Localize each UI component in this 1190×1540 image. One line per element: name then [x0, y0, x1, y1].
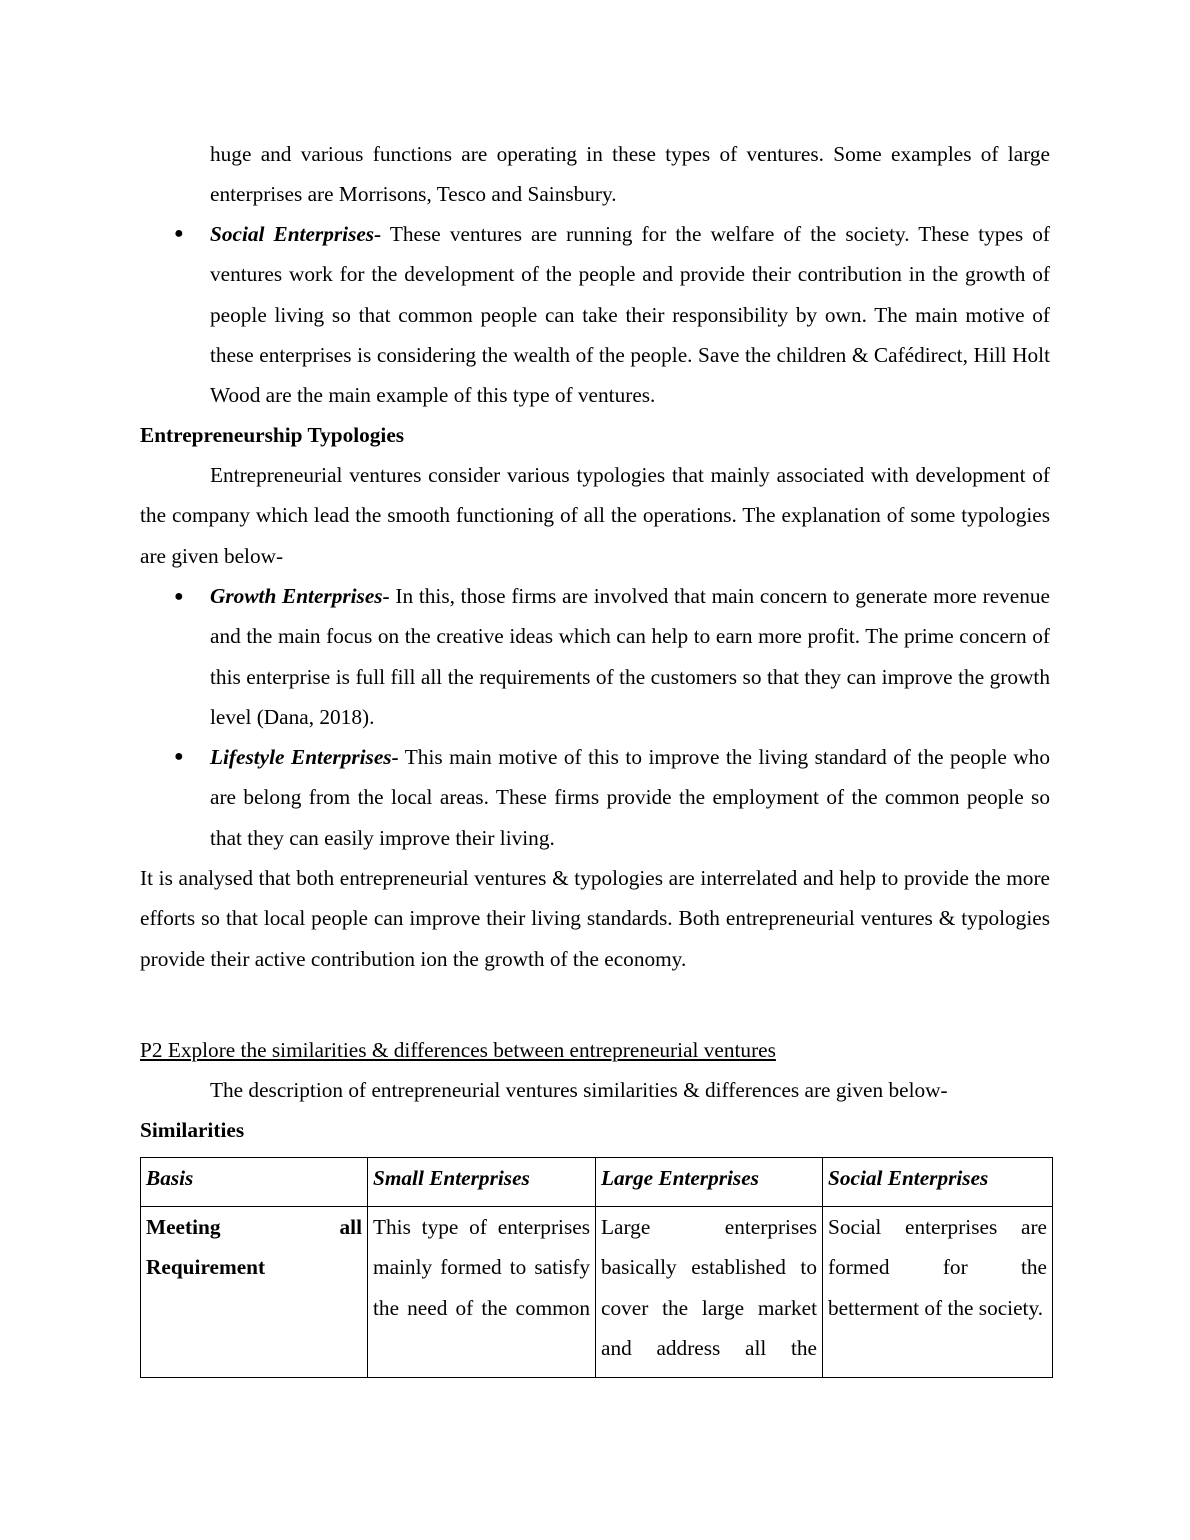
social-enterprises-term: Social Enterprises-: [210, 222, 382, 246]
similarities-heading: Similarities: [140, 1118, 245, 1142]
basis-line-1: [146, 1207, 362, 1247]
cell-social-enterprises: Social enterprises are formed for the betterment of the society.: [823, 1207, 1053, 1378]
typologies-heading: Entrepreneurship Typologies: [140, 423, 405, 447]
header-social-enterprises: Social Enterprises: [823, 1158, 1053, 1207]
cell-large-enterprises: Large enterprises basically established to cover the large market and address all the: [596, 1207, 823, 1378]
p2-heading: P2 Explore the similarities & differences between entrepreneurial ventures: [140, 1038, 776, 1062]
header-large-enterprises: Large Enterprises: [596, 1158, 823, 1207]
growth-enterprises-item: [210, 576, 1050, 737]
typologies-intro: Entrepreneurial ventures consider various typologies that mainly associated with development of the company which lead the smooth functioning of all the operations. The explanation of some typologies are given below-: [140, 463, 1050, 568]
growth-enterprises-term: Growth Enterprises-: [210, 584, 390, 608]
growth-enterprises-text: In this, those firms are involved that main concern to generate more revenue and the main focus on the creative ideas which can help to earn more profit. The prime concern of this enterprise is full fill all the requirements of the customers so that they can improve the growth level (Dana, 2018).: [210, 584, 1050, 729]
bullet-icon: ●: [174, 225, 184, 242]
lifestyle-enterprises-text: This main motive of this to improve the living standard of the people who are belong from the local areas. These firms provide the employment of the common people so that they can easily improve their living.: [210, 745, 1050, 850]
basis-word-all: all: [339, 1215, 362, 1239]
basis-line-2: Requirement: [146, 1255, 266, 1280]
typologies-conclusion: It is analysed that both entrepreneurial ventures & typologies are interrelated and help to provide the more efforts so that local people can improve their living standards. Both entrepreneurial ventures & typologies provide their active contribution ion the growth of the economy.: [140, 866, 1050, 971]
p2-intro: The description of entrepreneurial ventures similarities & differences are given below-: [210, 1078, 948, 1102]
cell-basis: [141, 1207, 368, 1378]
bullet-icon: ●: [174, 748, 184, 765]
header-small-enterprises: Small Enterprises: [368, 1158, 596, 1207]
table-row: [141, 1207, 1053, 1378]
basis-word-meeting: Meeting: [146, 1215, 221, 1239]
similarities-table: [140, 1157, 1053, 1378]
header-basis: Basis: [141, 1158, 368, 1207]
lifestyle-enterprises-item: [210, 737, 1050, 858]
bullet-icon: ●: [174, 588, 184, 605]
social-enterprises-text: These ventures are running for the welfare of the society. These types of ventures work for the development of the people and provide their contribution in the growth of people living so that common people can take their responsibility by own. The main motive of these enterprises is considering the wealth of the people. Save the children & Cafédirect, Hill Holt Wood are the main example of this type of ventures.: [210, 222, 1051, 408]
large-enterprises-continuation: huge and various functions are operating in these types of ventures. Some examples of large enterprises are Morrisons, Tesco and Sainsbury.: [210, 142, 1050, 207]
cell-small-enterprises: This type of enterprises mainly formed to satisfy the need of the common: [368, 1207, 596, 1378]
lifestyle-enterprises-term: Lifestyle Enterprises-: [210, 745, 399, 769]
table-header-row: [141, 1158, 1053, 1207]
social-enterprises-item: [210, 214, 1050, 415]
